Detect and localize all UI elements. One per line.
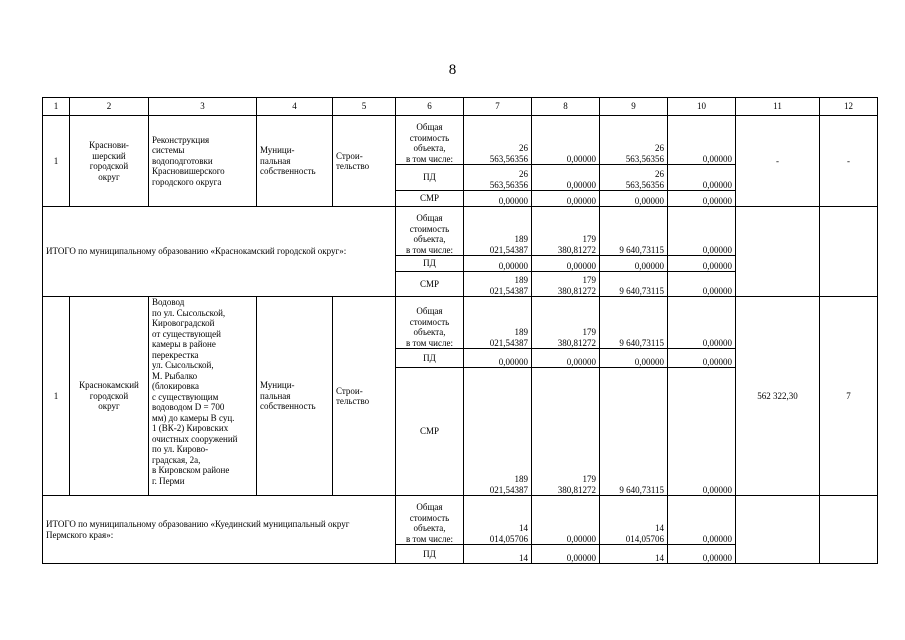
empty-cell: [736, 496, 820, 564]
value-cell: 0,00000: [532, 349, 600, 368]
header-cell: 6: [396, 98, 464, 116]
value-cell: 0,00000: [464, 191, 532, 207]
row-number: 1: [43, 116, 70, 207]
value-cell: 26 563,56356: [600, 116, 668, 165]
empty-cell: [736, 207, 820, 297]
header-cell: 8: [532, 98, 600, 116]
empty-cell: [820, 207, 878, 297]
value-cell: 189 021,54387: [464, 368, 532, 496]
header-cell: 7: [464, 98, 532, 116]
value-cell: 0,00000: [668, 165, 736, 191]
value-cell: 189 021,54387: [464, 272, 532, 297]
col11-value: 562 322,30: [736, 297, 820, 496]
value-cell: 0,00000: [464, 256, 532, 272]
header-cell: 10: [668, 98, 736, 116]
cost-label: Общая стоимость объекта, в том числе:: [396, 297, 464, 349]
value-cell: 0,00000: [668, 297, 736, 349]
value-cell: 14 014,05706: [600, 496, 668, 545]
cost-label: ПД: [396, 165, 464, 191]
work-type: Строи- тельство: [333, 297, 396, 496]
col12-value: 7: [820, 297, 878, 496]
value-cell: 0,00000: [600, 191, 668, 207]
header-cell: 11: [736, 98, 820, 116]
cost-label: СМР: [396, 272, 464, 297]
col11-value: -: [736, 116, 820, 207]
value-cell: 0,00000: [668, 349, 736, 368]
value-cell: 0,00000: [668, 207, 736, 256]
budget-table: [42, 97, 878, 564]
value-cell: 14 014,05706: [464, 496, 532, 545]
value-cell: 179 380,81272: [532, 207, 600, 256]
value-cell: 9 640,73115: [600, 368, 668, 496]
itogo-title: ИТОГО по муниципальному образованию «Краснокамский городской округ»:: [43, 207, 396, 297]
table-row: [43, 297, 878, 349]
itogo-title: ИТОГО по муниципальному образованию «Куединский муниципальный округ Пермского края»:: [43, 496, 396, 564]
row-number: 1: [43, 297, 70, 496]
table-row: [43, 496, 878, 545]
value-cell: 0,00000: [668, 545, 736, 564]
col12-value: -: [820, 116, 878, 207]
value-cell: 179 380,81272: [532, 368, 600, 496]
value-cell: 0,00000: [532, 256, 600, 272]
value-cell: 14: [600, 545, 668, 564]
value-cell: 9 640,73115: [600, 272, 668, 297]
empty-cell: [820, 496, 878, 564]
page-number: 8: [448, 62, 457, 78]
value-cell: 0,00000: [668, 496, 736, 545]
cost-label: ПД: [396, 545, 464, 564]
table-row: [43, 116, 878, 165]
cost-label: СМР: [396, 368, 464, 496]
value-cell: 0,00000: [532, 116, 600, 165]
header-cell: 1: [43, 98, 70, 116]
value-cell: 14: [464, 545, 532, 564]
value-cell: 26 563,56356: [464, 116, 532, 165]
ownership: Муници- пальная собственность: [257, 297, 333, 496]
value-cell: 0,00000: [668, 368, 736, 496]
value-cell: 0,00000: [668, 116, 736, 165]
value-cell: 26 563,56356: [600, 165, 668, 191]
ownership: Муници- пальная собственность: [257, 116, 333, 207]
header-cell: 5: [333, 98, 396, 116]
value-cell: 0,00000: [668, 272, 736, 297]
value-cell: 0,00000: [464, 349, 532, 368]
cost-label: ПД: [396, 256, 464, 272]
value-cell: 189 021,54387: [464, 297, 532, 349]
value-cell: 0,00000: [532, 496, 600, 545]
value-cell: 189 021,54387: [464, 207, 532, 256]
cost-label: Общая стоимость объекта, в том числе:: [396, 496, 464, 545]
header-row: [43, 98, 878, 116]
value-cell: 0,00000: [668, 256, 736, 272]
header-cell: 3: [149, 98, 257, 116]
header-cell: 2: [70, 98, 149, 116]
header-cell: 12: [820, 98, 878, 116]
value-cell: 9 640,73115: [600, 297, 668, 349]
cost-label: СМР: [396, 191, 464, 207]
value-cell: 9 640,73115: [600, 207, 668, 256]
value-cell: 179 380,81272: [532, 297, 600, 349]
value-cell: 26 563,56356: [464, 165, 532, 191]
value-cell: 0,00000: [668, 191, 736, 207]
header-cell: 9: [600, 98, 668, 116]
object-name: Водовод по ул. Сысольской, Кировоградской от существующей камеры в районе перекрестка ул. Сысольской, М. Рыбалко (блокировка с существующим водоводом D = 700 мм) до камеры В суц. 1 (ВК-2) Кировских очистных сооружений по ул. Кирово- градская, 2а, в Кировском районе г. Перми: [149, 297, 257, 496]
value-cell: 0,00000: [600, 349, 668, 368]
okrug-name: Краснови- шерский городской округ: [70, 116, 149, 207]
value-cell: 0,00000: [532, 165, 600, 191]
work-type: Строи- тельство: [333, 116, 396, 207]
cost-label: Общая стоимость объекта, в том числе:: [396, 207, 464, 256]
object-name: Реконструкция системы водоподготовки Красновишерского городского округа: [149, 116, 257, 207]
value-cell: 179 380,81272: [532, 272, 600, 297]
okrug-name: Краснокамский городской округ: [70, 297, 149, 496]
cost-label: Общая стоимость объекта, в том числе:: [396, 116, 464, 165]
header-cell: 4: [257, 98, 333, 116]
value-cell: 0,00000: [600, 256, 668, 272]
table-row: [43, 207, 878, 256]
value-cell: 0,00000: [532, 191, 600, 207]
value-cell: 0,00000: [532, 545, 600, 564]
cost-label: ПД: [396, 349, 464, 368]
